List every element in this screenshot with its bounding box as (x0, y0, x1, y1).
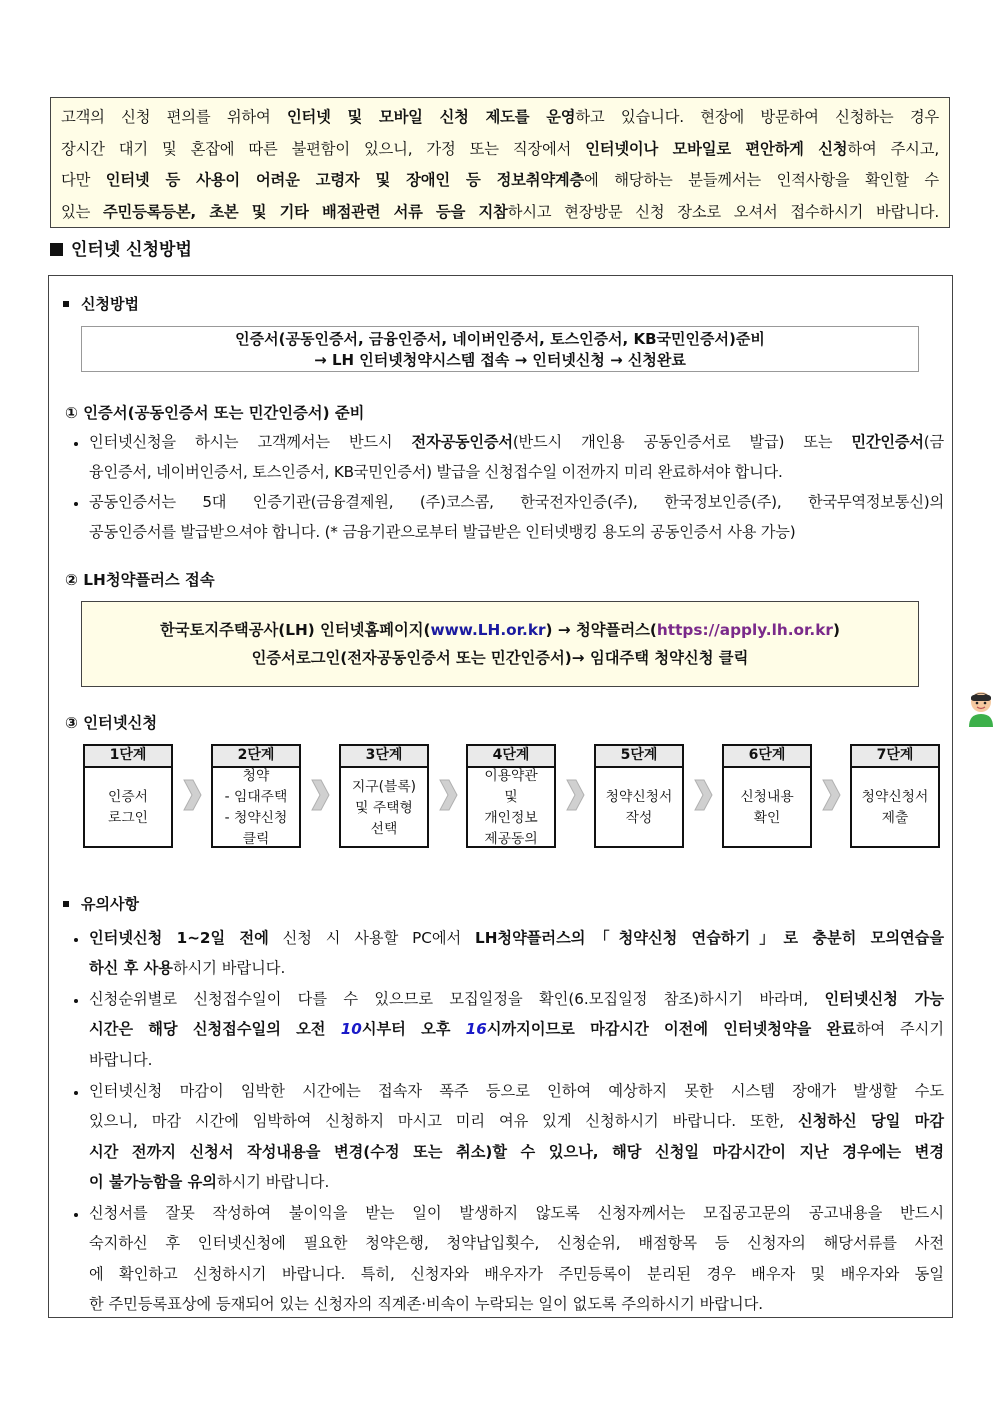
lh-homepage-link[interactable]: www.LH.or.kr (430, 621, 546, 639)
text-run: 시까지이므로 마감시간 이전에 인터넷청약을 완료 (486, 1020, 856, 1039)
bullet-icon (63, 901, 69, 907)
stage-text: 제공동의 (484, 831, 538, 847)
text-run: 있는 (61, 202, 103, 221)
text-run: 융인증서, 네이버인증서, 토스인증서, KB국민인증서) 발급을 신청접수일 이전까지 미리 완료하셔야 합니다. (89, 463, 783, 481)
stage-title: 1단계 (85, 746, 171, 768)
text-run: 다만 (61, 171, 106, 189)
text-run: 인터넷 및 모바일 신청 제도를 운영 (286, 108, 576, 126)
text-line (61, 165, 939, 197)
lh-access-box (81, 601, 919, 687)
text-run: 하고 있습니다. 현장에 방문하여 신청하는 경우 (575, 108, 939, 126)
text-line (89, 517, 944, 547)
person-avatar-icon[interactable] (965, 687, 997, 727)
stage-text: 청약신청서 (861, 789, 929, 805)
stage-text: - 임대주택 (224, 789, 288, 805)
lh-access-line-1: 한국토지주택공사(LH) 인터넷홈페이지(www.LH.or.kr) → 청약플러스(https://apply.lh.or.kr) (160, 621, 840, 639)
text-run: 하시기 바랍니다. (216, 1172, 330, 1191)
text-run: 고객의 신청 편의를 위하여 (61, 108, 287, 126)
note-item (89, 1198, 944, 1319)
text-run: 하신 후 사용 (89, 959, 173, 978)
stage-text: 로그인 (108, 810, 148, 826)
text-line (89, 1259, 944, 1289)
text-line (89, 1045, 944, 1075)
stage-body (596, 768, 682, 848)
stage-text: 확인 (753, 810, 781, 826)
text-line (89, 1076, 944, 1106)
stage-body (852, 768, 938, 848)
text-run: 신청하신 당일 마감 (797, 1112, 944, 1131)
text-line (89, 457, 944, 487)
stage-box (594, 744, 684, 848)
text-run: 있으니, 마감 시간에 임박하여 신청하지 마시고 미리 여유 있게 신청하시기 바랍니다. 또한, (89, 1112, 798, 1131)
text-line (89, 953, 944, 983)
text-run: 인터넷신청 마감이 임박한 시간에는 접속자 폭주 등으로 인하여 예상하지 못한 시스템 장애가 발생할 수도 (89, 1082, 944, 1100)
flow-line-2: → LH 인터넷청약시스템 접속 → 인터넷신청 → 신청완료 (314, 351, 686, 369)
lh-access-line-2: 인증서로그인(전자공동인증서 또는 민간인증서)→ 임대주택 청약신청 클릭 (251, 649, 749, 667)
text-line (89, 487, 944, 517)
step1-bullet-1 (89, 427, 944, 487)
bullet-dot-icon (74, 1091, 78, 1095)
stage-body (724, 768, 810, 848)
text-run: 에 확인하고 신청하시기 바랍니다. 특히, 신청자와 배우자가 주민등록이 분리된 경우 배우자 및 배우자와 동일 (89, 1264, 944, 1283)
text-line (89, 1228, 944, 1258)
bullet-dot-icon (74, 502, 78, 506)
note-item (89, 923, 944, 984)
stage-text: 지구(블록) (351, 778, 417, 795)
text-run: 숙지하신 후 인터넷신청에 필요한 청약은행, 청약납입횟수, 신청순위, 배점항목 등 신청자의 해당서류를 사전 (89, 1234, 944, 1253)
stage-box (466, 744, 556, 848)
stage-body (341, 768, 427, 848)
bullet-dot-icon (74, 442, 78, 446)
note-item (89, 984, 944, 1075)
text-line (61, 134, 939, 166)
text-line (89, 923, 944, 953)
bullet-dot-icon (74, 1213, 78, 1217)
step1-heading: ① 인증서(공동인증서 또는 민간인증서) 준비 (65, 404, 365, 422)
intro-notice-box (50, 97, 950, 228)
stage-body (85, 768, 171, 848)
text-line (89, 1167, 944, 1197)
text-line (89, 1289, 944, 1319)
stage-text: 이용약관 (484, 768, 538, 784)
text-run: LH청약플러스의「청약신청 연습하기」로 충분히 모의연습을 (475, 929, 944, 947)
text-run: 하여 주시기 (855, 1020, 945, 1039)
stage-box (339, 744, 429, 848)
text-run: 10 (340, 1020, 362, 1039)
text-run: 공동인증서는 5대 인증기관(금융결제원, (주)코스콤, 한국전자인증(주), 한국정보인증(주), 한국무역정보통신)의 (89, 493, 944, 511)
section-title: 인터넷 신청방법 (50, 235, 192, 260)
stage-box (850, 744, 940, 848)
text-line (89, 427, 944, 457)
chevron-right-icon (309, 778, 331, 812)
step3-heading: ③ 인터넷신청 (65, 714, 158, 732)
method-flow-box (81, 326, 919, 372)
text-line (89, 1014, 944, 1044)
text-run: 하시기 바랍니다. (172, 959, 286, 978)
stage-title: 3단계 (341, 746, 427, 768)
stage-text: - 청약신청 (224, 810, 288, 826)
stage-text: 클릭 (242, 831, 270, 847)
notes-heading: 유의사항 (57, 893, 139, 914)
stage-body (213, 768, 299, 848)
chevron-right-icon (564, 778, 586, 812)
stage-text: 청약신청서 (605, 789, 673, 805)
stage-text: 및 주택형 (355, 799, 413, 816)
stage-text: 선택 (370, 820, 398, 837)
chevron-right-icon (692, 778, 714, 812)
text-run: 한 주민등록표상에 등재되어 있는 신청자의 직계존·비속이 누락되는 일이 없도록 주의하시기 바랍니다. (89, 1294, 764, 1313)
text-run: 신청순위별로 신청접수일이 다를 수 있으므로 모집일정을 확인(6.모집일정 참조)하시기 바라며, (89, 990, 825, 1008)
step2-heading: ② LH청약플러스 접속 (65, 571, 215, 589)
text-line (89, 1106, 944, 1136)
stage-title: 6단계 (724, 746, 810, 768)
text-run: 바랍니다. (89, 1050, 153, 1069)
stage-title: 7단계 (852, 746, 938, 768)
text-run: 시부터 오후 (361, 1020, 466, 1039)
stage-text: 제출 (881, 810, 909, 826)
text-run: 인터넷신청 가능 (824, 990, 944, 1008)
text-run: 장시간 대기 및 혼잡에 따른 불편함이 있으니, 가정 또는 직장에서 (61, 139, 586, 158)
text-line (61, 102, 939, 134)
stage-text: 인증서 (108, 789, 148, 805)
stage-text: 개인정보 (484, 810, 538, 826)
stage-title: 5단계 (596, 746, 682, 768)
text-run: 하시고 현장방문 신청 장소로 오셔서 접수하시기 바랍니다. (507, 202, 939, 221)
text-line (61, 197, 939, 229)
apply-plus-link[interactable]: https://apply.lh.or.kr (656, 621, 833, 639)
square-bullet-icon (50, 243, 63, 256)
text-run: (반드시 개인용 공동인증서로 발급) 또는 (512, 433, 852, 451)
text-run: 시간 전까지 신청서 작성내용을 변경(수정 또는 취소)할 수 있으나, 해당 신청일 마감시간이 지난 경우에는 변경 (89, 1142, 944, 1161)
chevron-right-icon (820, 778, 842, 812)
text-run: 인터넷 등 사용이 어려운 고령자 및 장애인 등 정보취약계층 (105, 171, 585, 189)
stage-title: 2단계 (213, 746, 299, 768)
method-heading: 신청방법 (57, 293, 139, 314)
text-run: 인터넷이나 모바일로 편안하게 신청 (585, 139, 848, 158)
text-run: 인터넷신청 1~2일 전에 (89, 929, 269, 947)
stage-box (211, 744, 301, 848)
step1-bullet-2 (89, 487, 944, 547)
text-run: 16 (465, 1020, 487, 1039)
text-run: 민간인증서 (851, 433, 924, 451)
stage-text: 청약 (242, 768, 270, 784)
text-run: 신청서를 잘못 작성하여 불이익을 받는 일이 발생하지 않도록 신청자께서는 모집공고문의 공고내용을 반드시 (89, 1204, 944, 1222)
flow-line-1: 인증서(공동인증서, 금융인증서, 네이버인증서, 토스인증서, KB국민인증서)준비 (235, 330, 765, 348)
text-run: (금 (923, 433, 944, 451)
stage-box (722, 744, 812, 848)
text-run: 전자공동인증서 (411, 433, 513, 451)
stage-box (83, 744, 173, 848)
chevron-right-icon (437, 778, 459, 812)
bullet-dot-icon (74, 938, 78, 942)
text-line (89, 1198, 944, 1228)
bullet-icon (63, 301, 69, 307)
internet-application-panel (48, 275, 953, 1318)
text-run: 주민등록등본, 초본 및 기타 배점관련 서류 등을 지참 (102, 202, 508, 221)
text-line (89, 984, 944, 1014)
stage-text: 작성 (625, 810, 653, 826)
text-run: 공동인증서를 발급받으셔야 합니다. (* 금융기관으로부터 발급받은 인터넷뱅킹 용도의 공동인증서 사용 가능) (89, 523, 796, 541)
note-item (89, 1076, 944, 1197)
stage-body (468, 768, 554, 848)
text-run: 신청 시 사용할 PC에서 (268, 929, 476, 947)
text-run: 에 해당하는 분들께서는 인적사항을 확인할 수 (584, 171, 939, 189)
stage-title: 4단계 (468, 746, 554, 768)
text-line (89, 1137, 944, 1167)
text-run: 이 불가능함을 유의 (89, 1172, 217, 1191)
text-run: 하여 주시고, (847, 139, 939, 158)
chevron-right-icon (181, 778, 203, 812)
text-run: 시간은 해당 신청접수일의 오전 (89, 1020, 341, 1039)
bullet-dot-icon (74, 999, 78, 1003)
stage-text: 신청내용 (740, 789, 794, 805)
stage-text: 및 (504, 789, 518, 805)
text-run: 인터넷신청을 하시는 고객께서는 반드시 (89, 433, 412, 451)
